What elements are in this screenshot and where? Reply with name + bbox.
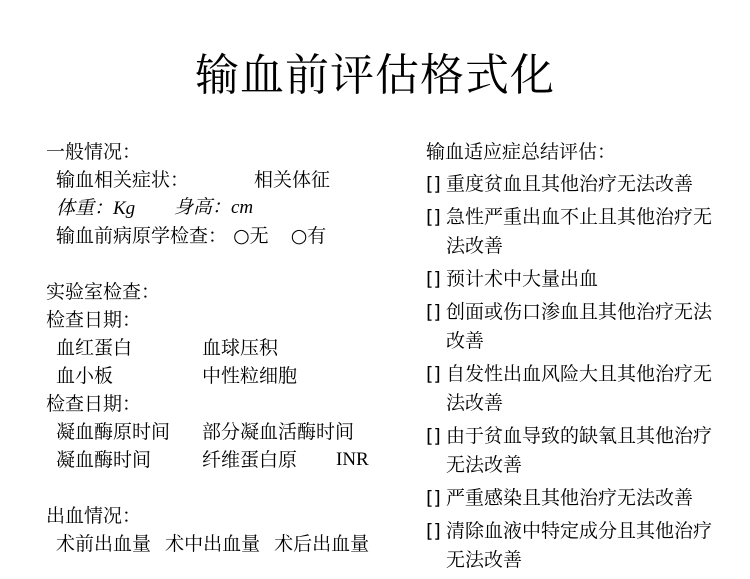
indication-text: 由于贫血导致的缺氧且其他治疗无法改善	[446, 425, 713, 476]
checkbox-bracket[interactable]: []	[426, 206, 441, 228]
pt-label: 凝血酶原时间	[56, 421, 171, 443]
lab-heading: 实验室检查：	[46, 281, 161, 303]
inr-label: INR	[336, 449, 369, 470]
indication-item	[426, 360, 726, 418]
indication-item	[426, 170, 726, 199]
lab-row-1	[46, 334, 426, 362]
indication-item	[426, 203, 726, 261]
indications-heading: 输血适应症总结评估：	[426, 141, 617, 163]
intra-op-bleeding-label: 术中出血量	[165, 533, 261, 555]
indication-text: 清除血液中特定成分且其他治疗无法改善	[446, 520, 713, 571]
spacer	[46, 250, 426, 278]
hct-label: 血球压积	[202, 337, 279, 359]
indication-item	[426, 298, 726, 356]
indication-text: 重度贫血且其他治疗无法改善	[446, 173, 694, 195]
indication-text: 预计术中大量出血	[446, 268, 599, 290]
plt-label: 血小板	[56, 365, 114, 387]
right-column	[426, 138, 726, 579]
pathogen-row	[46, 222, 426, 250]
fib-label: 纤维蛋白原	[202, 449, 298, 471]
indication-item	[426, 517, 726, 575]
aptt-label: 部分凝血活酶时间	[202, 421, 355, 443]
spacer	[46, 474, 426, 502]
hb-label: 血红蛋白	[56, 337, 133, 359]
indication-item	[426, 484, 726, 513]
bleeding-heading: 出血情况：	[46, 505, 142, 527]
checkbox-bracket[interactable]: []	[426, 425, 441, 447]
signs-label: 相关体征	[254, 169, 331, 191]
coag-row-2	[46, 446, 426, 474]
pre-op-bleeding-label: 术前出血量	[56, 533, 152, 555]
indication-text: 急性严重出血不止且其他治疗无法改善	[446, 206, 713, 257]
checkbox-bracket[interactable]: []	[426, 487, 441, 509]
height-label: 身高：cm	[174, 197, 254, 218]
symptoms-label: 输血相关症状：	[56, 169, 190, 191]
general-heading: 一般情况：	[46, 141, 142, 163]
lab-row-2	[46, 362, 426, 390]
checkbox-bracket[interactable]: []	[426, 173, 441, 195]
lab-date-1: 检查日期：	[46, 309, 142, 331]
indication-text: 自发性出血风险大且其他治疗无法改善	[446, 363, 713, 414]
page-title: 输血前评估格式化	[195, 50, 555, 101]
coag-row-1	[46, 418, 426, 446]
bleeding-row	[46, 530, 426, 558]
body-metrics-row	[46, 194, 426, 222]
option-yes[interactable]: ○有	[290, 225, 327, 247]
pathogen-label: 输血前病原学检查：	[56, 225, 228, 247]
post-op-bleeding-label: 术后出血量	[274, 533, 370, 555]
symptoms-row	[46, 166, 426, 194]
indication-list	[426, 170, 726, 575]
indication-item	[426, 422, 726, 480]
tt-label: 凝血酶时间	[56, 449, 152, 471]
lab-date-2: 检查日期：	[46, 393, 142, 415]
neut-label: 中性粒细胞	[202, 365, 298, 387]
checkbox-bracket[interactable]: []	[426, 268, 441, 290]
checkbox-bracket[interactable]: []	[426, 363, 441, 385]
weight-label: 体重：Kg	[56, 198, 136, 219]
indication-item	[426, 265, 726, 294]
indication-text: 创面或伤口渗血且其他治疗无法改善	[446, 301, 713, 352]
indication-text: 严重感染且其他治疗无法改善	[446, 487, 694, 509]
checkbox-bracket[interactable]: []	[426, 520, 441, 542]
option-none[interactable]: ○无	[233, 225, 269, 247]
checkbox-bracket[interactable]: []	[426, 301, 441, 323]
left-column	[46, 138, 426, 558]
